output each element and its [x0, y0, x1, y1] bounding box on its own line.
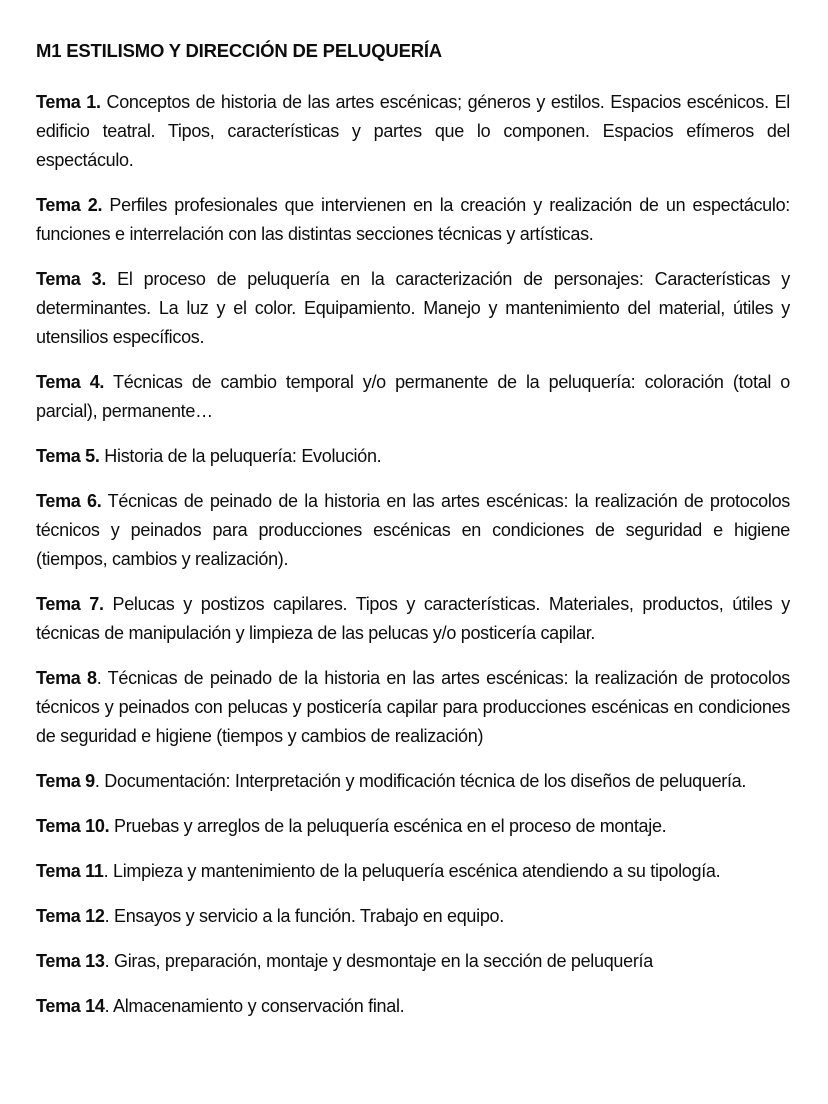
tema-paragraph-9 — [36, 767, 790, 796]
tema-body: Conceptos de historia de las artes escénicas; géneros y estilos. Espacios escénicos. El edificio teatral. Tipos, características y partes que lo componen. Espacios efímeros del espectáculo. — [36, 92, 790, 170]
tema-body: . Almacenamiento y conservación final. — [104, 996, 405, 1016]
module-title: M1 ESTILISMO Y DIRECCIÓN DE PELUQUERÍA — [36, 40, 442, 61]
tema-label: Tema 4. — [36, 372, 105, 392]
tema-label: Tema 5. — [36, 446, 100, 466]
tema-paragraph-7 — [36, 590, 790, 648]
tema-paragraph-4 — [36, 368, 790, 426]
tema-paragraph-3 — [36, 265, 790, 352]
tema-label: Tema 8 — [36, 668, 97, 688]
tema-body: Pruebas y arreglos de la peluquería escénica en el proceso de montaje. — [109, 816, 667, 836]
tema-paragraph-1 — [36, 88, 790, 175]
tema-body: Perfiles profesionales que intervienen en la creación y realización de un espectáculo: funciones e interrelación con las distintas secciones técnicas y artísticas. — [36, 195, 791, 244]
tema-paragraph-13 — [36, 947, 790, 976]
tema-label: Tema 7. — [36, 594, 104, 614]
tema-body: . Giras, preparación, montaje y desmontaje en la sección de peluquería — [104, 951, 653, 971]
tema-body: Técnicas de cambio temporal y/o permanente de la peluquería: coloración (total o parcial), permanente… — [36, 372, 790, 421]
tema-label: Tema 9 — [36, 771, 95, 791]
tema-paragraph-14 — [36, 992, 790, 1021]
tema-body: Historia de la peluquería: Evolución. — [99, 446, 382, 466]
tema-body: . Limpieza y mantenimiento de la peluquería escénica atendiendo a su tipología. — [103, 861, 721, 881]
tema-body: Pelucas y postizos capilares. Tipos y características. Materiales, productos, útiles y técnicas de manipulación y limpieza de las pelucas y/o posticería capilar. — [36, 594, 790, 643]
tema-paragraph-8 — [36, 664, 790, 751]
tema-paragraph-5 — [36, 442, 790, 471]
tema-paragraph-6 — [36, 487, 790, 574]
tema-label: Tema 13 — [36, 951, 105, 971]
tema-paragraph-10 — [36, 812, 790, 841]
tema-paragraph-12 — [36, 902, 790, 931]
tema-body: . Técnicas de peinado de la historia en las artes escénicas: la realización de protocolos técnicos y peinados con pelucas y posticería capilar para producciones escénicas en condiciones de seguridad e higiene (tiempos y cambios de realización) — [36, 668, 790, 746]
tema-body: El proceso de peluquería en la caracterización de personajes: Características y determinantes. La luz y el color. Equipamiento. Manejo y mantenimiento del material, útiles y utensilios específicos. — [36, 269, 790, 347]
tema-label: Tema 14 — [36, 996, 105, 1016]
tema-label: Tema 12 — [36, 906, 105, 926]
tema-label: Tema 10. — [36, 816, 110, 836]
tema-body: Técnicas de peinado de la historia en las artes escénicas: la realización de protocolos técnicos y peinados para producciones escénicas en condiciones de seguridad e higiene (tiempos, cambios y realización). — [36, 491, 790, 569]
tema-paragraph-11 — [36, 857, 790, 886]
tema-label: Tema 6. — [36, 491, 102, 511]
tema-label: Tema 2. — [36, 195, 103, 215]
tema-body: . Ensayos y servicio a la función. Trabajo en equipo. — [104, 906, 504, 926]
tema-paragraph-2 — [36, 191, 790, 249]
tema-label: Tema 11 — [36, 861, 104, 881]
tema-label: Tema 3. — [36, 269, 107, 289]
tema-label: Tema 1. — [36, 92, 101, 112]
tema-body: . Documentación: Interpretación y modificación técnica de los diseños de peluquería. — [94, 771, 747, 791]
